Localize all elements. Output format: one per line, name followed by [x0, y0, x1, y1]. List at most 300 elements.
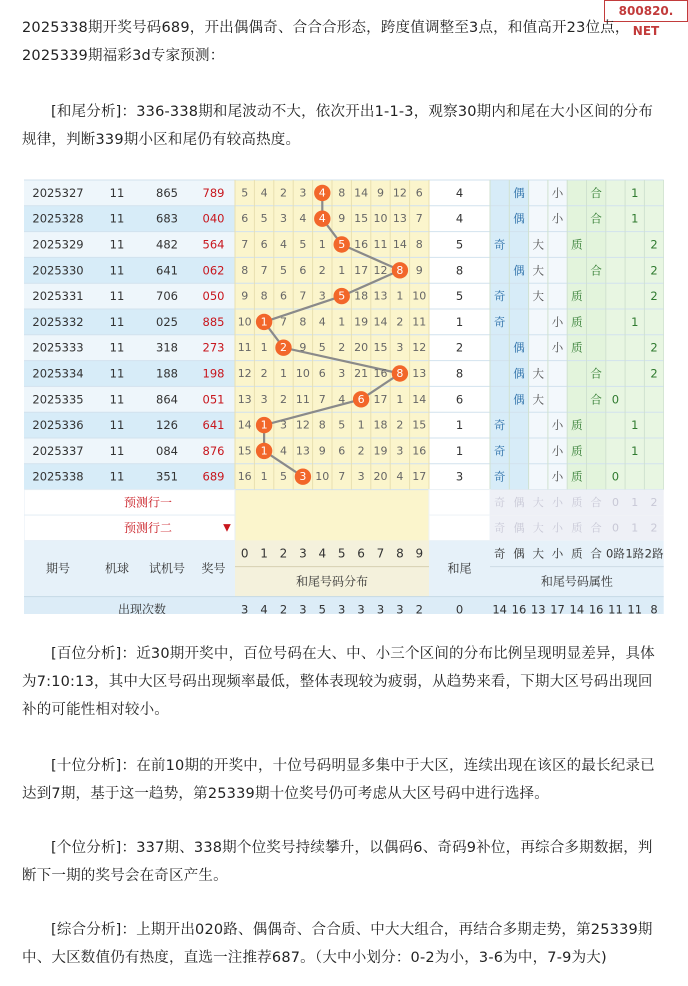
prize-number-cell: 198: [202, 366, 225, 381]
omission-cell: 17: [354, 263, 369, 277]
gewei-line-2: 断下一期的奖号会在奇区产生。: [22, 868, 228, 884]
footer-digit-count: 3: [376, 602, 385, 614]
hewei-value-cell: 8: [455, 263, 464, 278]
omission-cell: 4: [280, 238, 287, 251]
hewei-line-2: 规律，判断339期小区和尾仍有较高热度。: [22, 132, 301, 148]
test-number-cell: 683: [156, 211, 178, 226]
header-digit: 2: [279, 546, 288, 561]
omission-cell: 3: [396, 341, 404, 355]
omission-cell: 20: [373, 470, 388, 484]
header-digit: 9: [415, 546, 424, 561]
attr-cell: 质: [571, 469, 583, 484]
omission-cell: 6: [280, 289, 287, 303]
hit-ball-number: 1: [260, 418, 268, 432]
machine-cell: 11: [109, 314, 125, 329]
machine-cell: 11: [109, 469, 125, 484]
footer-attr-count: 17: [550, 602, 565, 614]
header-digit: 6: [357, 546, 365, 561]
omission-cell: 15: [354, 212, 369, 226]
shiwei-paragraph: [22, 752, 668, 808]
period-cell: 2025328: [32, 211, 84, 226]
omission-cell: 3: [357, 470, 365, 484]
predict-attr-placeholder: 偶: [513, 495, 525, 509]
attr-cell: 质: [571, 340, 583, 355]
footer-label: 出现次数: [117, 602, 167, 614]
baiwei-line-3: 补的可能性相对较小。: [22, 702, 169, 718]
omission-cell: 3: [260, 392, 268, 406]
omission-cell: 18: [354, 289, 369, 303]
omission-cell: 7: [260, 263, 268, 277]
period-cell: 2025332: [32, 314, 84, 329]
test-number-cell: 864: [156, 392, 178, 407]
omission-cell: 12: [392, 186, 407, 200]
omission-cell: 19: [354, 315, 369, 329]
machine-cell: 11: [109, 289, 125, 304]
hit-ball-number: 5: [338, 238, 346, 251]
omission-cell: 10: [412, 289, 427, 303]
omission-cell: 10: [237, 315, 252, 329]
omission-cell: 2: [357, 444, 365, 458]
hit-ball-number: 5: [338, 289, 346, 303]
header-group-attrs: 和尾号码属性: [540, 574, 613, 589]
predict-attr-placeholder: 1: [631, 521, 639, 535]
prize-number-cell: 885: [202, 314, 225, 329]
omission-cell: 16: [412, 444, 427, 458]
test-number-cell: 706: [156, 289, 178, 304]
period-cell: 2025337: [32, 443, 84, 458]
attr-cell: 小: [551, 443, 564, 458]
footer-attr-count: 11: [608, 602, 623, 614]
header-digit: 7: [376, 546, 385, 561]
omission-cell: 19: [373, 444, 388, 458]
attr-cell: 2: [650, 263, 658, 278]
omission-cell: 9: [299, 341, 307, 355]
omission-cell: 12: [412, 341, 427, 355]
omission-cell: 7: [338, 470, 346, 484]
header-attr: 2路: [644, 546, 664, 561]
attr-cell: 偶: [513, 211, 525, 226]
attr-cell: 1: [631, 211, 639, 226]
prize-number-cell: 876: [202, 443, 225, 458]
omission-cell: 4: [260, 186, 268, 200]
omission-cell: 5: [280, 263, 287, 277]
omission-cell: 5: [260, 212, 268, 226]
omission-cell: 1: [260, 341, 268, 355]
hewei-paragraph: [22, 98, 668, 154]
attr-cell: 1: [631, 185, 639, 200]
omission-cell: 4: [396, 470, 404, 484]
baiwei-line-2: 为7:10:13，其中大区号码出现频率最低，整体表现较为疲弱，从趋势来看，下期大区号码出现回: [22, 674, 653, 690]
attr-cell: 2: [650, 237, 658, 252]
site-watermark: 800820. NET: [604, 0, 688, 22]
test-number-cell: 084: [156, 443, 178, 458]
attr-cell: 合: [590, 392, 602, 407]
omission-cell: 12: [237, 367, 252, 380]
period-cell: 2025335: [32, 392, 84, 407]
predict-attr-placeholder: 偶: [513, 521, 525, 535]
omission-cell: 13: [237, 392, 252, 406]
predict-attr-placeholder: 0: [611, 521, 619, 535]
baiwei-line-1: [百位分析]：近30期开奖中，百位号码在大、中、小三个区间的分布比例呈现明显差异，具体: [51, 646, 655, 662]
header-digit: 1: [260, 546, 268, 561]
predict-attr-placeholder: 大: [532, 495, 544, 509]
test-number-cell: 482: [156, 237, 178, 252]
hit-ball-number: 4: [318, 212, 326, 226]
prize-number-cell: 689: [202, 469, 225, 484]
omission-cell: 6: [241, 212, 249, 226]
footer-digit-count: 3: [396, 602, 404, 614]
header-hewei: 和尾: [447, 561, 472, 576]
shiwei-line-1: [十位分析]：在前10期的开奖中，十位号码明显多集中于大区，连续出现在该区的最长纪录已: [51, 758, 655, 774]
hewei-trend-chart: [24, 178, 664, 614]
omission-cell: 2: [260, 367, 268, 380]
hewei-value-cell: 5: [455, 237, 464, 252]
omission-cell: 5: [318, 341, 326, 355]
omission-cell: 5: [338, 418, 346, 432]
header-digit: 5: [337, 546, 346, 561]
machine-cell: 11: [109, 443, 125, 458]
attr-cell: 偶: [513, 185, 525, 200]
footer-attr-count: 14: [492, 602, 507, 614]
omission-cell: 14: [354, 186, 369, 200]
omission-cell: 10: [315, 470, 330, 484]
omission-cell: 2: [396, 315, 404, 329]
omission-cell: 4: [318, 315, 326, 329]
header-group-distribution: 和尾号码分布: [295, 574, 369, 589]
predict-attr-placeholder: 2: [650, 495, 658, 509]
period-cell: 2025338: [32, 469, 84, 484]
omission-cell: 2: [396, 418, 404, 432]
omission-cell: 2: [318, 263, 326, 277]
hit-ball-number: 8: [396, 367, 404, 380]
omission-cell: 17: [412, 470, 427, 484]
omission-cell: 3: [280, 418, 287, 432]
predict-attr-placeholder: 2: [650, 521, 658, 535]
footer-attr-count: 11: [627, 602, 643, 614]
period-cell: 2025333: [32, 340, 84, 355]
attr-cell: 小: [551, 185, 564, 200]
omission-cell: 2: [280, 392, 287, 406]
predict-attr-placeholder: 小: [552, 495, 564, 509]
header-attr: 质: [571, 546, 583, 561]
attr-cell: 奇: [493, 418, 506, 433]
hewei-value-cell: 2: [455, 340, 464, 355]
test-number-cell: 126: [156, 418, 178, 433]
omission-cell: 11: [237, 341, 252, 355]
omission-cell: 1: [396, 289, 404, 303]
omission-cell: 16: [354, 238, 369, 251]
attr-cell: 质: [571, 314, 583, 329]
shiwei-line-2: 达到7期，基于这一趋势，第25339期十位奖号仍可考虑从大区号码中进行选择。: [22, 786, 549, 802]
omission-cell: 9: [241, 289, 249, 303]
period-cell: 2025331: [32, 289, 84, 304]
predict-hewei-bg: [429, 515, 490, 541]
hewei-value-cell: 5: [455, 289, 464, 304]
omission-cell: 12: [373, 263, 388, 277]
machine-cell: 11: [109, 185, 125, 200]
header-attr: 大: [532, 546, 544, 561]
omission-cell: 6: [338, 444, 346, 458]
omission-cell: 8: [241, 263, 249, 277]
hewei-value-cell: 1: [455, 418, 464, 433]
header-period: 期号: [45, 561, 71, 576]
predict-attr-placeholder: 小: [552, 521, 564, 535]
machine-cell: 11: [109, 392, 125, 407]
header-attr: 小: [551, 546, 564, 561]
omission-cell: 13: [373, 289, 388, 303]
header-prize-number: 奖号: [201, 561, 226, 576]
omission-cell: 7: [415, 212, 423, 226]
footer-digit-count: 3: [357, 602, 365, 614]
machine-cell: 11: [109, 366, 125, 381]
test-number-cell: 025: [156, 314, 178, 329]
attr-cell: 0: [611, 392, 620, 407]
header-digit: 0: [240, 546, 249, 561]
attr-cell: 0: [611, 469, 620, 484]
hewei-value-cell: 1: [455, 314, 464, 329]
omission-cell: 1: [318, 238, 326, 251]
omission-cell: 14: [392, 238, 407, 251]
test-number-cell: 188: [156, 366, 178, 381]
prize-number-cell: 273: [202, 340, 225, 355]
period-cell: 2025336: [32, 418, 84, 433]
predict-attr-placeholder: 合: [590, 521, 602, 535]
zonghe-paragraph: [22, 916, 668, 972]
omission-cell: 8: [299, 315, 307, 329]
attr-cell: 2: [650, 366, 658, 381]
header-digit: 8: [396, 546, 404, 561]
omission-cell: 14: [373, 315, 388, 329]
attr-cell: 大: [532, 263, 544, 278]
omission-cell: 8: [338, 186, 346, 200]
machine-cell: 11: [109, 211, 125, 226]
omission-cell: 6: [415, 186, 423, 200]
omission-cell: 12: [295, 418, 310, 432]
omission-cell: 21: [354, 367, 369, 380]
attr-cell: 小: [551, 314, 564, 329]
predict-row-label: 预测行二: [123, 520, 173, 535]
attr-cell: 偶: [513, 340, 525, 355]
omission-cell: 15: [237, 444, 252, 458]
period-cell: 2025329: [32, 237, 84, 252]
attr-cell: 2: [650, 340, 658, 355]
omission-cell: 8: [415, 238, 423, 251]
zonghe-line-2: 中、大区数值仍有热度，直选一注推荐687。（大中小划分：0-2为小，3-6为中，7-9为大): [22, 950, 607, 966]
attr-cell: 奇: [493, 443, 506, 458]
prize-number-cell: 051: [202, 392, 225, 407]
omission-cell: 6: [299, 263, 307, 277]
omission-cell: 15: [412, 418, 427, 432]
footer-attr-count: 16: [588, 602, 604, 614]
period-cell: 2025334: [32, 366, 84, 381]
hit-ball-number: 6: [357, 392, 365, 406]
footer-attr-count: 8: [650, 602, 658, 614]
omission-cell: 1: [338, 315, 346, 329]
footer-digit-count: 3: [241, 602, 249, 614]
hewei-value-cell: 4: [455, 185, 464, 200]
omission-cell: 13: [392, 212, 407, 226]
attr-cell: 合: [590, 211, 602, 226]
header-machine: 机球: [104, 561, 130, 576]
attr-cell: 大: [532, 289, 544, 304]
footer-attr-count: 16: [511, 602, 527, 614]
omission-cell: 1: [338, 263, 346, 277]
omission-cell: 16: [237, 470, 252, 484]
omission-cell: 7: [280, 315, 287, 329]
predict-attr-placeholder: 0: [611, 495, 619, 509]
footer-attr-count: 14: [569, 602, 585, 614]
omission-cell: 18: [373, 418, 388, 432]
omission-cell: 9: [338, 212, 346, 226]
attr-cell: 奇: [493, 469, 506, 484]
footer-attr-count: 13: [530, 602, 546, 614]
omission-cell: 4: [299, 212, 307, 226]
header-attr: 奇: [493, 546, 506, 561]
omission-cell: 3: [396, 444, 404, 458]
omission-cell: 5: [241, 186, 249, 200]
intro-line-2: 2025339期福彩3d专家预测：: [22, 48, 225, 64]
predict-attr-placeholder: 奇: [494, 521, 506, 535]
omission-cell: 13: [412, 367, 427, 380]
period-cell: 2025327: [32, 185, 84, 200]
omission-cell: 1: [260, 470, 268, 484]
header-test-number: 试机号: [148, 561, 186, 576]
omission-cell: 2: [338, 341, 346, 355]
dropdown-arrow-icon: ▼: [223, 522, 231, 534]
hewei-value-cell: 4: [455, 211, 464, 226]
predict-hewei-bg: [429, 490, 490, 515]
omission-cell: 11: [412, 315, 427, 329]
prize-number-cell: 062: [202, 263, 225, 278]
header-digit: 3: [299, 546, 307, 561]
footer-digit-count: 4: [260, 602, 268, 614]
predict-attr-placeholder: 合: [590, 495, 602, 509]
attr-cell: 小: [551, 340, 564, 355]
omission-cell: 8: [318, 418, 326, 432]
omission-cell: 20: [354, 341, 369, 355]
hit-ball-number: 1: [260, 315, 268, 329]
attr-cell: 合: [590, 263, 602, 278]
header-attr: 0路: [606, 546, 625, 561]
omission-cell: 6: [318, 367, 326, 380]
omission-cell: 13: [295, 444, 310, 458]
attr-cell: 小: [551, 418, 564, 433]
omission-cell: 5: [280, 470, 287, 484]
omission-cell: 9: [377, 186, 384, 200]
machine-cell: 11: [109, 263, 125, 278]
predict-attr-placeholder: 1: [631, 495, 639, 509]
hewei-value-cell: 6: [455, 392, 464, 407]
omission-cell: 4: [338, 392, 346, 406]
omission-cell: 2: [280, 186, 287, 200]
attr-cell: 小: [551, 469, 564, 484]
prize-number-cell: 050: [202, 289, 225, 304]
omission-cell: 7: [299, 289, 307, 303]
baiwei-paragraph: [22, 640, 668, 724]
omission-cell: 1: [280, 367, 287, 380]
footer-digit-count: 3: [338, 602, 346, 614]
machine-cell: 11: [109, 340, 125, 355]
omission-cell: 11: [295, 392, 310, 406]
hit-ball-number: 1: [260, 444, 268, 458]
header-attr: 1路: [625, 546, 645, 561]
omission-cell: 3: [280, 212, 287, 226]
machine-cell: 11: [109, 237, 125, 252]
test-number-cell: 641: [156, 263, 178, 278]
omission-cell: 7: [318, 392, 326, 406]
test-number-cell: 318: [156, 340, 178, 355]
omission-cell: 10: [295, 367, 310, 380]
intro-line-1: 2025338期开奖号码689，开出偶偶奇、合合合形态，跨度值调整至3点，和值高开23位点，: [22, 20, 630, 36]
attr-cell: 质: [571, 289, 583, 304]
attr-cell: 1: [631, 443, 639, 458]
header-attr: 偶: [513, 546, 525, 561]
hit-ball-number: 2: [280, 341, 287, 355]
attr-cell: 大: [532, 392, 544, 407]
attr-cell: 质: [571, 443, 583, 458]
hewei-line-1: [和尾分析]：336-338期和尾波动不大，依次开出1-1-3，观察30期内和尾在大小区间的分布: [51, 104, 654, 120]
omission-cell: 11: [373, 238, 388, 251]
period-cell: 2025330: [32, 263, 84, 278]
omission-cell: 4: [280, 444, 287, 458]
hit-ball-number: 4: [318, 186, 326, 200]
attr-cell: 质: [571, 237, 583, 252]
gewei-line-1: [个位分析]：337期、338期个位奖号持续攀升，以偶码6、奇码9补位，再综合多期数据，判: [51, 840, 653, 856]
predict-attr-placeholder: 奇: [494, 495, 506, 509]
hewei-value-cell: 3: [455, 469, 464, 484]
header-attr: 合: [590, 546, 602, 561]
attr-cell: 1: [631, 314, 639, 329]
footer-digit-count: 5: [318, 602, 326, 614]
predict-attr-placeholder: 质: [571, 495, 583, 509]
omission-cell: 3: [338, 367, 346, 380]
hit-ball-number: 8: [396, 263, 404, 277]
intro-paragraph: [22, 14, 668, 70]
hewei-value-cell: 8: [455, 366, 464, 381]
omission-cell: 8: [260, 289, 268, 303]
omission-cell: 14: [412, 392, 427, 406]
omission-cell: 16: [373, 367, 388, 380]
omission-cell: 3: [299, 186, 307, 200]
omission-cell: 15: [373, 341, 388, 355]
prize-number-cell: 641: [202, 418, 225, 433]
header-digit: 4: [318, 546, 327, 561]
attr-cell: 合: [590, 366, 602, 381]
predict-attr-placeholder: 大: [532, 521, 544, 535]
omission-cell: 1: [357, 418, 365, 432]
test-number-cell: 351: [156, 469, 178, 484]
omission-cell: 6: [260, 238, 268, 251]
attr-cell: 1: [631, 418, 639, 433]
omission-cell: 1: [396, 392, 404, 406]
footer-digit-count: 2: [415, 602, 423, 614]
predict-attr-placeholder: 质: [571, 521, 583, 535]
attr-cell: 奇: [493, 289, 506, 304]
omission-cell: 9: [415, 263, 423, 277]
predict-row-label: 预测行一: [123, 495, 173, 510]
attr-cell: 大: [532, 237, 544, 252]
attr-cell: 奇: [493, 237, 506, 252]
zonghe-line-1: [综合分析]：上期开出020路、偶偶奇、合合质、中大大组合，再结合多期走势，第25339期: [51, 922, 653, 938]
footer-digit-count: 2: [279, 602, 288, 614]
prize-number-cell: 789: [202, 185, 225, 200]
attr-cell: 2: [650, 289, 658, 304]
omission-cell: 17: [373, 392, 388, 406]
prize-number-cell: 040: [202, 211, 225, 226]
footer-digit-count: 3: [299, 602, 307, 614]
attr-cell: 奇: [493, 314, 506, 329]
omission-cell: 5: [299, 238, 307, 251]
